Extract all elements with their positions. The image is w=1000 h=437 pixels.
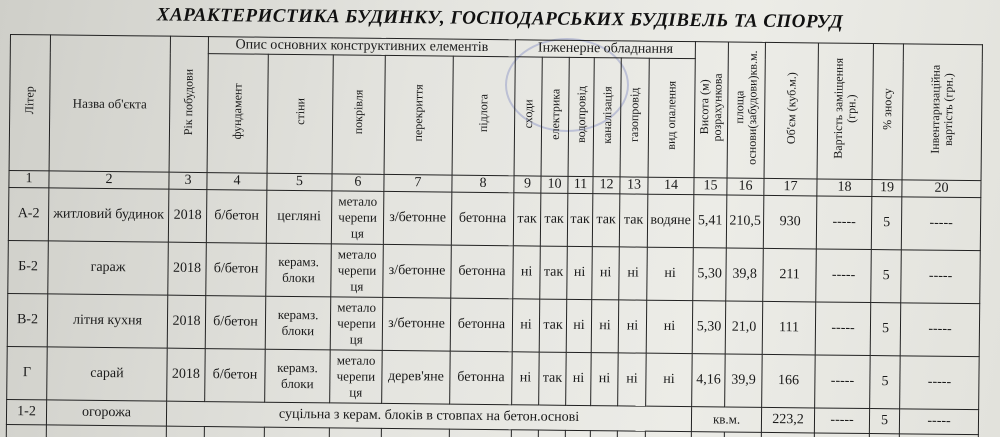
cell-heating: водяне	[647, 194, 694, 247]
cell-wear: 5	[870, 303, 901, 356]
cell-litera: 1-2	[6, 399, 46, 424]
cell-litera: А-2	[8, 187, 49, 240]
cell-inventory: -----	[901, 250, 981, 304]
header-walls: стіни	[267, 54, 333, 174]
cell-heating: ні	[646, 353, 693, 406]
cell-walls: керамз. блоки	[265, 296, 331, 350]
cell-litera: Б-2	[8, 240, 49, 293]
cell-roof: метало черепи ця	[331, 191, 384, 245]
cell-wear: 5	[870, 356, 901, 409]
cell-wear: 5	[869, 409, 899, 434]
cell-water: ні	[567, 246, 593, 299]
cell-name: житловий будинок	[48, 188, 169, 242]
header-water: водопровід	[568, 57, 594, 176]
cell-water: так	[567, 193, 593, 246]
cell-electric: так	[539, 299, 567, 352]
header-volume: Об'єм (куб.м.)	[764, 42, 818, 179]
cell-stairs: ні	[512, 352, 540, 405]
cell-heating: ні	[646, 300, 693, 353]
column-number: 3	[169, 172, 207, 189]
cell-inventory: -----	[899, 409, 978, 435]
header-replacement-cost: Вартість заміщення (грн.)	[817, 43, 873, 180]
header-name: Назва об'єкта	[49, 35, 170, 172]
column-number: 5	[267, 173, 332, 191]
cell-stairs: ні	[513, 246, 541, 299]
cell-walls: цегляні	[266, 190, 332, 244]
cell-area: 21,0	[725, 301, 763, 354]
cell-year: 2018	[168, 189, 207, 242]
cell-name: сарай	[47, 347, 168, 401]
cell-litera: В-2	[7, 293, 48, 346]
cell-replacement: -----	[816, 249, 872, 303]
header-height: Висота (м) розрахункова	[694, 42, 728, 178]
cell-sewer: так	[592, 194, 620, 247]
column-number: 9	[514, 176, 541, 193]
cell-name: огорожа	[46, 400, 166, 426]
cell-stairs: так	[513, 193, 541, 246]
cell-fence-unit: кв.м.	[691, 407, 761, 433]
header-inventory-cost: Інвентаризаційна вартість (грн.)	[902, 44, 982, 181]
cell-roof: метало черепи ця	[331, 244, 384, 298]
cell-inventory: -----	[900, 303, 980, 357]
column-number: 4	[207, 173, 267, 191]
column-number: 17	[764, 178, 817, 196]
cell-floor: бетонна	[451, 192, 514, 246]
cell-overlap: з/бетонне	[383, 191, 452, 245]
cell-wear: 5	[871, 250, 902, 303]
cell-replacement: -----	[815, 302, 871, 356]
cell-year: 2018	[167, 348, 206, 401]
cell-heating: ні	[647, 247, 694, 300]
column-number: 7	[384, 174, 452, 192]
column-number: 13	[620, 177, 648, 194]
cell-electric: так	[540, 246, 568, 299]
column-number: 8	[452, 175, 514, 193]
cell-replacement: -----	[815, 355, 871, 409]
header-wear: % зносу	[872, 44, 903, 180]
column-number: 1	[9, 170, 49, 187]
header-heating: вид опалення	[648, 58, 695, 177]
cell-overlap: дерев'яне	[382, 350, 451, 404]
cell-water: ні	[566, 352, 592, 405]
column-number: 18	[817, 179, 872, 197]
column-number: 10	[541, 176, 568, 193]
cell-area: 39,8	[726, 248, 764, 301]
cell-overlap: з/бетонне	[382, 297, 451, 351]
cell-year: 2018	[168, 242, 207, 295]
header-group-engineering: Інженерне обладнання	[515, 40, 695, 59]
cell-year: 2018	[167, 295, 206, 348]
cell-inventory: -----	[900, 356, 980, 410]
header-floor: підлога	[452, 56, 515, 176]
cell-floor: бетонна	[450, 298, 513, 352]
column-number: 15	[694, 178, 727, 195]
cell-walls: керамз. блоки	[266, 243, 332, 297]
column-number: 6	[332, 174, 384, 192]
cell-roof: метало черепи ця	[330, 297, 383, 351]
cell-roof: метало черепи ця	[330, 350, 383, 404]
column-number: 2	[49, 171, 169, 189]
cell-walls: керамз. блоки	[265, 349, 331, 403]
column-number: 11	[568, 176, 593, 193]
cell-foundation: б/бетон	[205, 349, 266, 403]
header-overlap: перекриття	[384, 55, 453, 175]
cell-volume: 930	[763, 195, 817, 249]
header-sewer: каналізація	[593, 58, 621, 177]
cell-sewer: ні	[592, 247, 620, 300]
cell-gas: ні	[618, 353, 647, 406]
cell-wear: 5	[871, 197, 902, 250]
cell-height: 5,30	[693, 248, 727, 301]
cell-foundation: б/бетон	[205, 296, 266, 350]
cell-name: літня кухня	[47, 294, 168, 348]
cell-electric: так	[539, 352, 567, 405]
cell-sewer: ні	[591, 353, 619, 406]
cell-area: 39,9	[725, 354, 763, 407]
cell-gas: так	[619, 194, 648, 247]
cell-area: 210,5	[726, 195, 764, 248]
cell-overlap: з/бетонне	[383, 244, 452, 298]
header-foundation: фундамент	[207, 54, 268, 174]
cell-gas: ні	[618, 300, 647, 353]
header-gas: газопровід	[620, 58, 649, 177]
column-number: 14	[648, 177, 694, 194]
column-number: 19	[872, 180, 902, 197]
cell-volume: 111	[762, 301, 816, 355]
header-stairs: сходи	[514, 57, 542, 176]
column-number: 12	[593, 177, 620, 194]
cell-electric: так	[540, 193, 568, 246]
header-area: площа основи(забудови)кв.м.	[727, 42, 765, 178]
cell-floor: бетонна	[451, 245, 514, 299]
header-roof: покрівля	[332, 55, 385, 175]
cell-foundation: б/бетон	[206, 190, 267, 244]
cell-foundation: б/бетон	[206, 243, 267, 297]
column-number: 16	[727, 178, 764, 195]
header-electric: електрика	[541, 57, 569, 176]
header-group-construction: Опис основних конструктивних елементів	[208, 37, 515, 57]
cell-volume: 166	[762, 354, 816, 408]
cell-replacement: -----	[814, 408, 869, 434]
cell-replacement: -----	[816, 196, 872, 250]
cell-height: 5,41	[693, 195, 727, 248]
cell-stairs: ні	[512, 299, 540, 352]
cell-name: гараж	[48, 241, 169, 295]
header-litera: Літер	[9, 35, 50, 171]
cell-height: 4,16	[692, 354, 726, 407]
cell-volume: 211	[763, 248, 817, 302]
cell-water: ні	[566, 299, 592, 352]
cell-height: 5,30	[692, 301, 726, 354]
document-title: ХАРАКТЕРИСТИКА БУДИНКУ, ГОСПОДАРСЬКИХ БУДІВЕЛЬ ТА СПОРУД	[156, 4, 844, 33]
cell-sewer: ні	[591, 300, 619, 353]
cell-litera: Г	[7, 346, 48, 399]
header-year: Рік побудови	[169, 36, 208, 172]
characteristics-table	[6, 34, 983, 437]
cell-inventory: -----	[901, 197, 981, 251]
cell-fence-value: 223,2	[761, 407, 814, 433]
cell-fence-description: суцільна з керам. блоків в стовпах на бетон.основі	[166, 401, 691, 431]
cell-gas: ні	[619, 247, 648, 300]
column-number: 20	[902, 180, 981, 198]
cell-floor: бетонна	[450, 351, 513, 405]
